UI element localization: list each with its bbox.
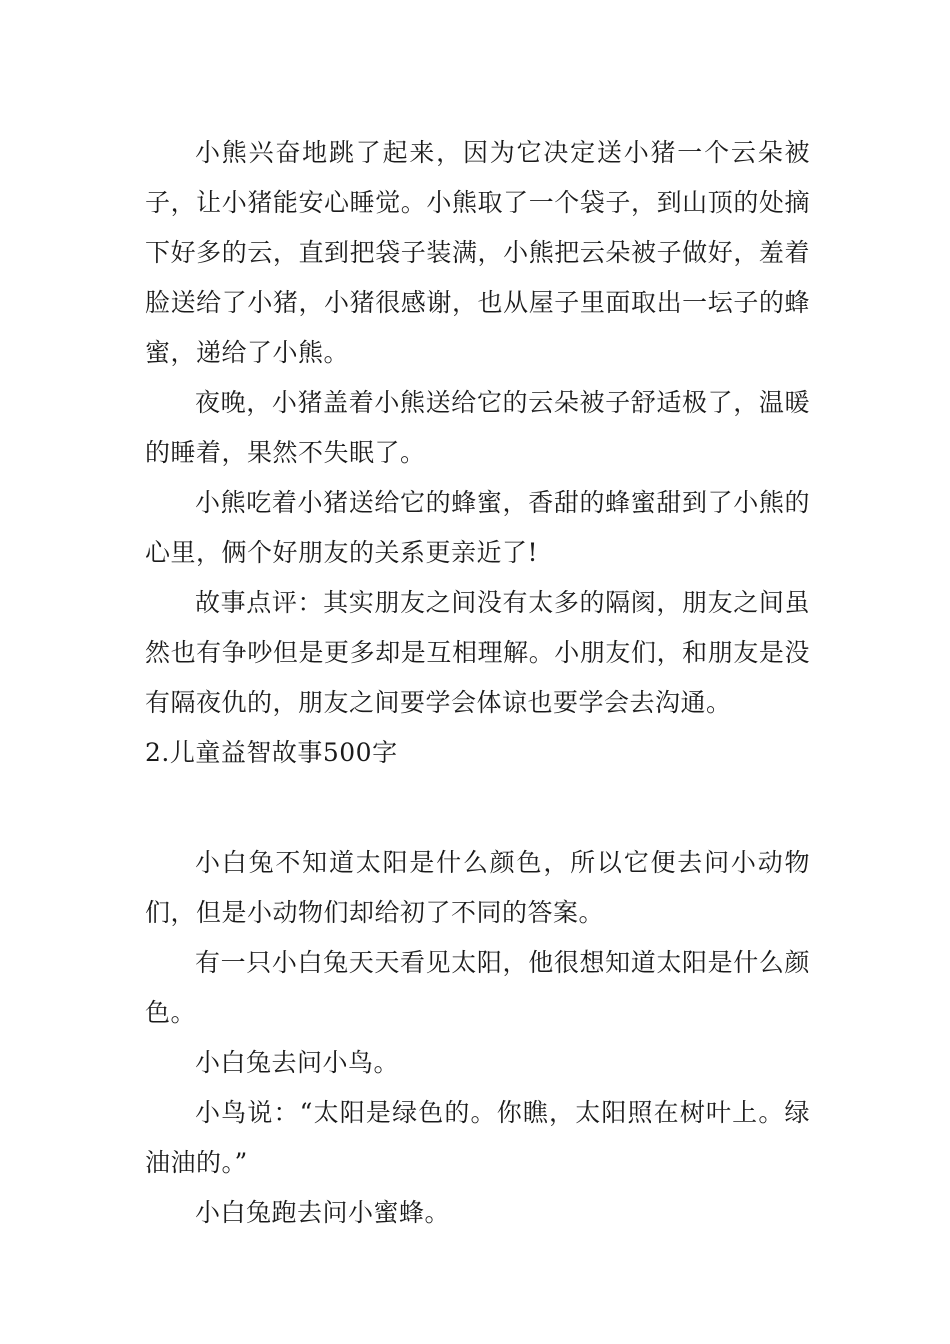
paragraph-asks-bird: 小白兔去问小鸟。 <box>195 1048 400 1077</box>
paragraph-gift-quilt: 小熊兴奋地跳了起来，因为它决定送小猪一个云朵被子，让小猪能安心睡觉。小熊取了一个袋子，到山顶的处摘下好多的云，直到把袋子装满，小熊把云朵被子做好，羞着脸送给了小猪，小猪很感谢，也从屋子里面取出一坛子的蜂蜜，递给了小熊。 <box>145 138 810 367</box>
document-body <box>145 128 810 1238</box>
paragraph-night-sleep: 夜晚，小猪盖着小熊送给它的云朵被子舒适极了，温暖的睡着，果然不失眠了。 <box>145 388 810 467</box>
paragraph-asks-bee: 小白兔跑去问小蜜蜂。 <box>195 1198 451 1227</box>
section-spacer <box>145 778 810 838</box>
paragraph-bird-answer: 小鸟说：“太阳是绿色的。你瞧，太阳照在树叶上。绿油油的。” <box>145 1098 810 1177</box>
paragraph-rabbit-intro: 小白兔不知道太阳是什么颜色，所以它便去问小动物们，但是小动物们却给初了不同的答案。 <box>145 848 810 927</box>
paragraph-rabbit-wonders: 有一只小白兔天天看见太阳，他很想知道太阳是什么颜色。 <box>145 948 810 1027</box>
section-heading: 2.儿童益智故事500字 <box>145 738 398 767</box>
paragraph-honey: 小熊吃着小猪送给它的蜂蜜，香甜的蜂蜜甜到了小熊的心里，俩个好朋友的关系更亲近了! <box>145 488 810 567</box>
paragraph-story-comment: 故事点评：其实朋友之间没有太多的隔阂，朋友之间虽然也有争吵但是更多却是互相理解。小朋友们，和朋友是没有隔夜仇的，朋友之间要学会体谅也要学会去沟通。 <box>145 588 810 717</box>
